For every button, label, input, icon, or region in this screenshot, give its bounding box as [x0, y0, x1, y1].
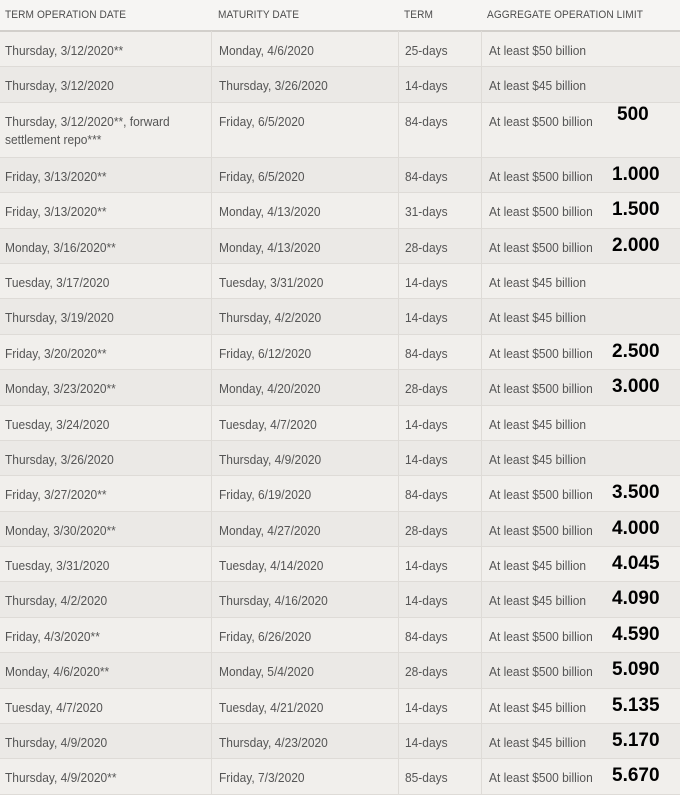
- operation-limit-cell: At least $500 billion: [489, 381, 593, 397]
- maturity-date-cell: Tuesday, 4/14/2020: [219, 558, 324, 574]
- operation-date-cell: Monday, 4/6/2020**: [5, 664, 110, 680]
- operation-date-cell: Friday, 3/13/2020**: [5, 168, 107, 184]
- table-row: [0, 547, 680, 582]
- operation-limit-cell: At least $45 billion: [489, 593, 587, 609]
- operation-limit-cell: At least $500 billion: [489, 522, 593, 538]
- table-row: [0, 512, 680, 547]
- operation-limit-cell: At least $500 billion: [489, 628, 593, 644]
- operation-limit-cell: At least $500 billion: [489, 664, 593, 680]
- maturity-date-cell: Monday, 4/13/2020: [219, 204, 321, 220]
- operation-limit-cell: At least $500 billion: [489, 168, 593, 184]
- maturity-date-cell: Thursday, 4/2/2020: [219, 310, 322, 326]
- operation-date-cell: Friday, 3/27/2020**: [5, 487, 107, 503]
- operation-date-cell: Thursday, 4/9/2020**: [5, 770, 117, 786]
- cumulative-total-annotation: 2.500: [612, 340, 660, 362]
- maturity-date-cell: Thursday, 3/26/2020: [219, 78, 328, 94]
- operation-date-cell: Friday, 3/20/2020**: [5, 345, 107, 361]
- table-row: [0, 193, 680, 228]
- table-row: [0, 618, 680, 653]
- table-row: [0, 406, 680, 441]
- operation-date-cell: Thursday, 3/26/2020: [5, 451, 114, 467]
- header-term-operation-date: TERM OPERATION DATE: [5, 9, 127, 21]
- term-cell: 14-days: [405, 558, 448, 574]
- maturity-date-cell: Monday, 4/6/2020: [219, 43, 314, 58]
- maturity-date-cell: Tuesday, 4/21/2020: [219, 699, 324, 715]
- term-cell: 14-days: [405, 416, 448, 432]
- cumulative-total-annotation: 5.670: [612, 765, 660, 787]
- maturity-date-cell: Monday, 4/13/2020: [219, 239, 321, 255]
- maturity-date-cell: Monday, 5/4/2020: [219, 664, 314, 680]
- operation-limit-cell: At least $45 billion: [489, 78, 587, 94]
- term-cell: 28-days: [405, 664, 448, 680]
- cumulative-total-annotation: 5.090: [612, 659, 660, 681]
- maturity-date-cell: Monday, 4/20/2020: [219, 381, 321, 397]
- operation-limit-cell: At least $45 billion: [489, 558, 587, 574]
- cumulative-total-annotation: 4.590: [612, 623, 660, 645]
- table-row: [0, 582, 680, 617]
- operation-limit-cell: At least $500 billion: [489, 239, 593, 255]
- cumulative-total-annotation: 3.500: [612, 482, 660, 504]
- maturity-date-cell: Friday, 6/5/2020: [219, 113, 305, 129]
- table-row: [0, 229, 680, 264]
- term-cell: 84-days: [405, 628, 448, 644]
- operation-date-cell: Thursday, 3/12/2020**, forward settlement repo***: [5, 113, 170, 147]
- operation-limit-cell: At least $500 billion: [489, 204, 593, 220]
- cumulative-total-annotation: 4.000: [612, 517, 660, 539]
- table-row: [0, 335, 680, 370]
- table-row: [0, 264, 680, 299]
- table-row: [0, 158, 680, 193]
- cumulative-total-annotation: 4.045: [612, 553, 660, 575]
- table-row: [0, 103, 680, 158]
- cumulative-total-annotation: 2.000: [612, 234, 660, 256]
- table-row: [0, 370, 680, 405]
- operation-limit-cell: At least $500 billion: [489, 345, 593, 361]
- operation-limit-cell: At least $45 billion: [489, 451, 587, 467]
- term-cell: 84-days: [405, 168, 448, 184]
- table-row: [0, 299, 680, 334]
- operation-limit-cell: At least $45 billion: [489, 735, 587, 751]
- term-cell: 84-days: [405, 113, 448, 129]
- column-divider: [398, 31, 399, 795]
- column-divider: [481, 31, 482, 795]
- operation-limit-cell: At least $45 billion: [489, 310, 587, 326]
- operation-date-cell: Tuesday, 3/17/2020: [5, 274, 110, 290]
- maturity-date-cell: Friday, 7/3/2020: [219, 770, 305, 786]
- term-cell: 28-days: [405, 381, 448, 397]
- term-cell: 84-days: [405, 345, 448, 361]
- cumulative-total-annotation: 500: [617, 103, 649, 125]
- table-row: [0, 653, 680, 688]
- operation-date-cell: Thursday, 3/12/2020**: [5, 43, 124, 58]
- term-cell: 28-days: [405, 239, 448, 255]
- operation-limit-cell: At least $45 billion: [489, 416, 587, 432]
- term-cell: 14-days: [405, 699, 448, 715]
- term-cell: 14-days: [405, 451, 448, 467]
- table-row: [0, 724, 680, 759]
- table-row: [0, 759, 680, 794]
- operation-date-cell: Monday, 3/30/2020**: [5, 522, 116, 538]
- maturity-date-cell: Friday, 6/5/2020: [219, 168, 305, 184]
- operation-date-cell: Tuesday, 4/7/2020: [5, 699, 103, 715]
- header-maturity-date: MATURITY DATE: [218, 9, 300, 21]
- operation-date-cell: Friday, 4/3/2020**: [5, 628, 100, 644]
- header-aggregate-operation-limit: AGGREGATE OPERATION LIMIT: [487, 9, 643, 21]
- operation-date-cell: Friday, 3/13/2020**: [5, 204, 107, 220]
- maturity-date-cell: Tuesday, 4/7/2020: [219, 416, 317, 432]
- cumulative-total-annotation: 5.170: [612, 730, 660, 752]
- operation-date-cell: Thursday, 4/9/2020: [5, 735, 108, 751]
- table-row: [0, 32, 680, 67]
- table-row: [0, 67, 680, 102]
- operation-limit-cell: At least $500 billion: [489, 487, 593, 503]
- table-row: [0, 441, 680, 476]
- operation-limit-cell: At least $500 billion: [489, 770, 593, 786]
- operation-date-cell: Thursday, 4/2/2020: [5, 593, 108, 609]
- maturity-date-cell: Friday, 6/12/2020: [219, 345, 312, 361]
- table-row: [0, 476, 680, 511]
- maturity-date-cell: Thursday, 4/23/2020: [219, 735, 328, 751]
- cumulative-total-annotation: 5.135: [612, 694, 660, 716]
- cumulative-total-annotation: 3.000: [612, 376, 660, 398]
- column-divider: [211, 31, 212, 795]
- term-cell: 28-days: [405, 522, 448, 538]
- operation-date-cell: Thursday, 3/19/2020: [5, 310, 114, 326]
- term-cell: 14-days: [405, 593, 448, 609]
- table-body: [0, 32, 680, 795]
- maturity-date-cell: Friday, 6/19/2020: [219, 487, 312, 503]
- maturity-date-cell: Thursday, 4/16/2020: [219, 593, 328, 609]
- cumulative-total-annotation: 1.500: [612, 199, 660, 221]
- maturity-date-cell: Monday, 4/27/2020: [219, 522, 321, 538]
- term-cell: 31-days: [405, 204, 448, 220]
- operation-limit-cell: At least $45 billion: [489, 699, 587, 715]
- operation-limit-cell: At least $500 billion: [489, 113, 593, 129]
- term-cell: 14-days: [405, 735, 448, 751]
- operation-date-cell: Tuesday, 3/31/2020: [5, 558, 110, 574]
- maturity-date-cell: Friday, 6/26/2020: [219, 628, 312, 644]
- operation-date-cell: Monday, 3/23/2020**: [5, 381, 116, 397]
- term-cell: 25-days: [405, 43, 448, 58]
- term-cell: 84-days: [405, 487, 448, 503]
- table-header: [0, 0, 680, 32]
- term-cell: 85-days: [405, 770, 448, 786]
- cumulative-total-annotation: 4.090: [612, 588, 660, 610]
- operation-limit-cell: At least $50 billion: [489, 43, 587, 58]
- operation-date-cell: Tuesday, 3/24/2020: [5, 416, 110, 432]
- cumulative-total-annotation: 1.000: [612, 163, 660, 185]
- table-row: [0, 689, 680, 724]
- term-cell: 14-days: [405, 78, 448, 94]
- term-cell: 14-days: [405, 310, 448, 326]
- maturity-date-cell: Thursday, 4/9/2020: [219, 451, 322, 467]
- term-cell: 14-days: [405, 274, 448, 290]
- operation-date-cell: Monday, 3/16/2020**: [5, 239, 116, 255]
- header-term: TERM: [404, 9, 434, 21]
- operation-limit-cell: At least $45 billion: [489, 274, 587, 290]
- maturity-date-cell: Tuesday, 3/31/2020: [219, 274, 324, 290]
- operation-date-cell: Thursday, 3/12/2020: [5, 78, 114, 94]
